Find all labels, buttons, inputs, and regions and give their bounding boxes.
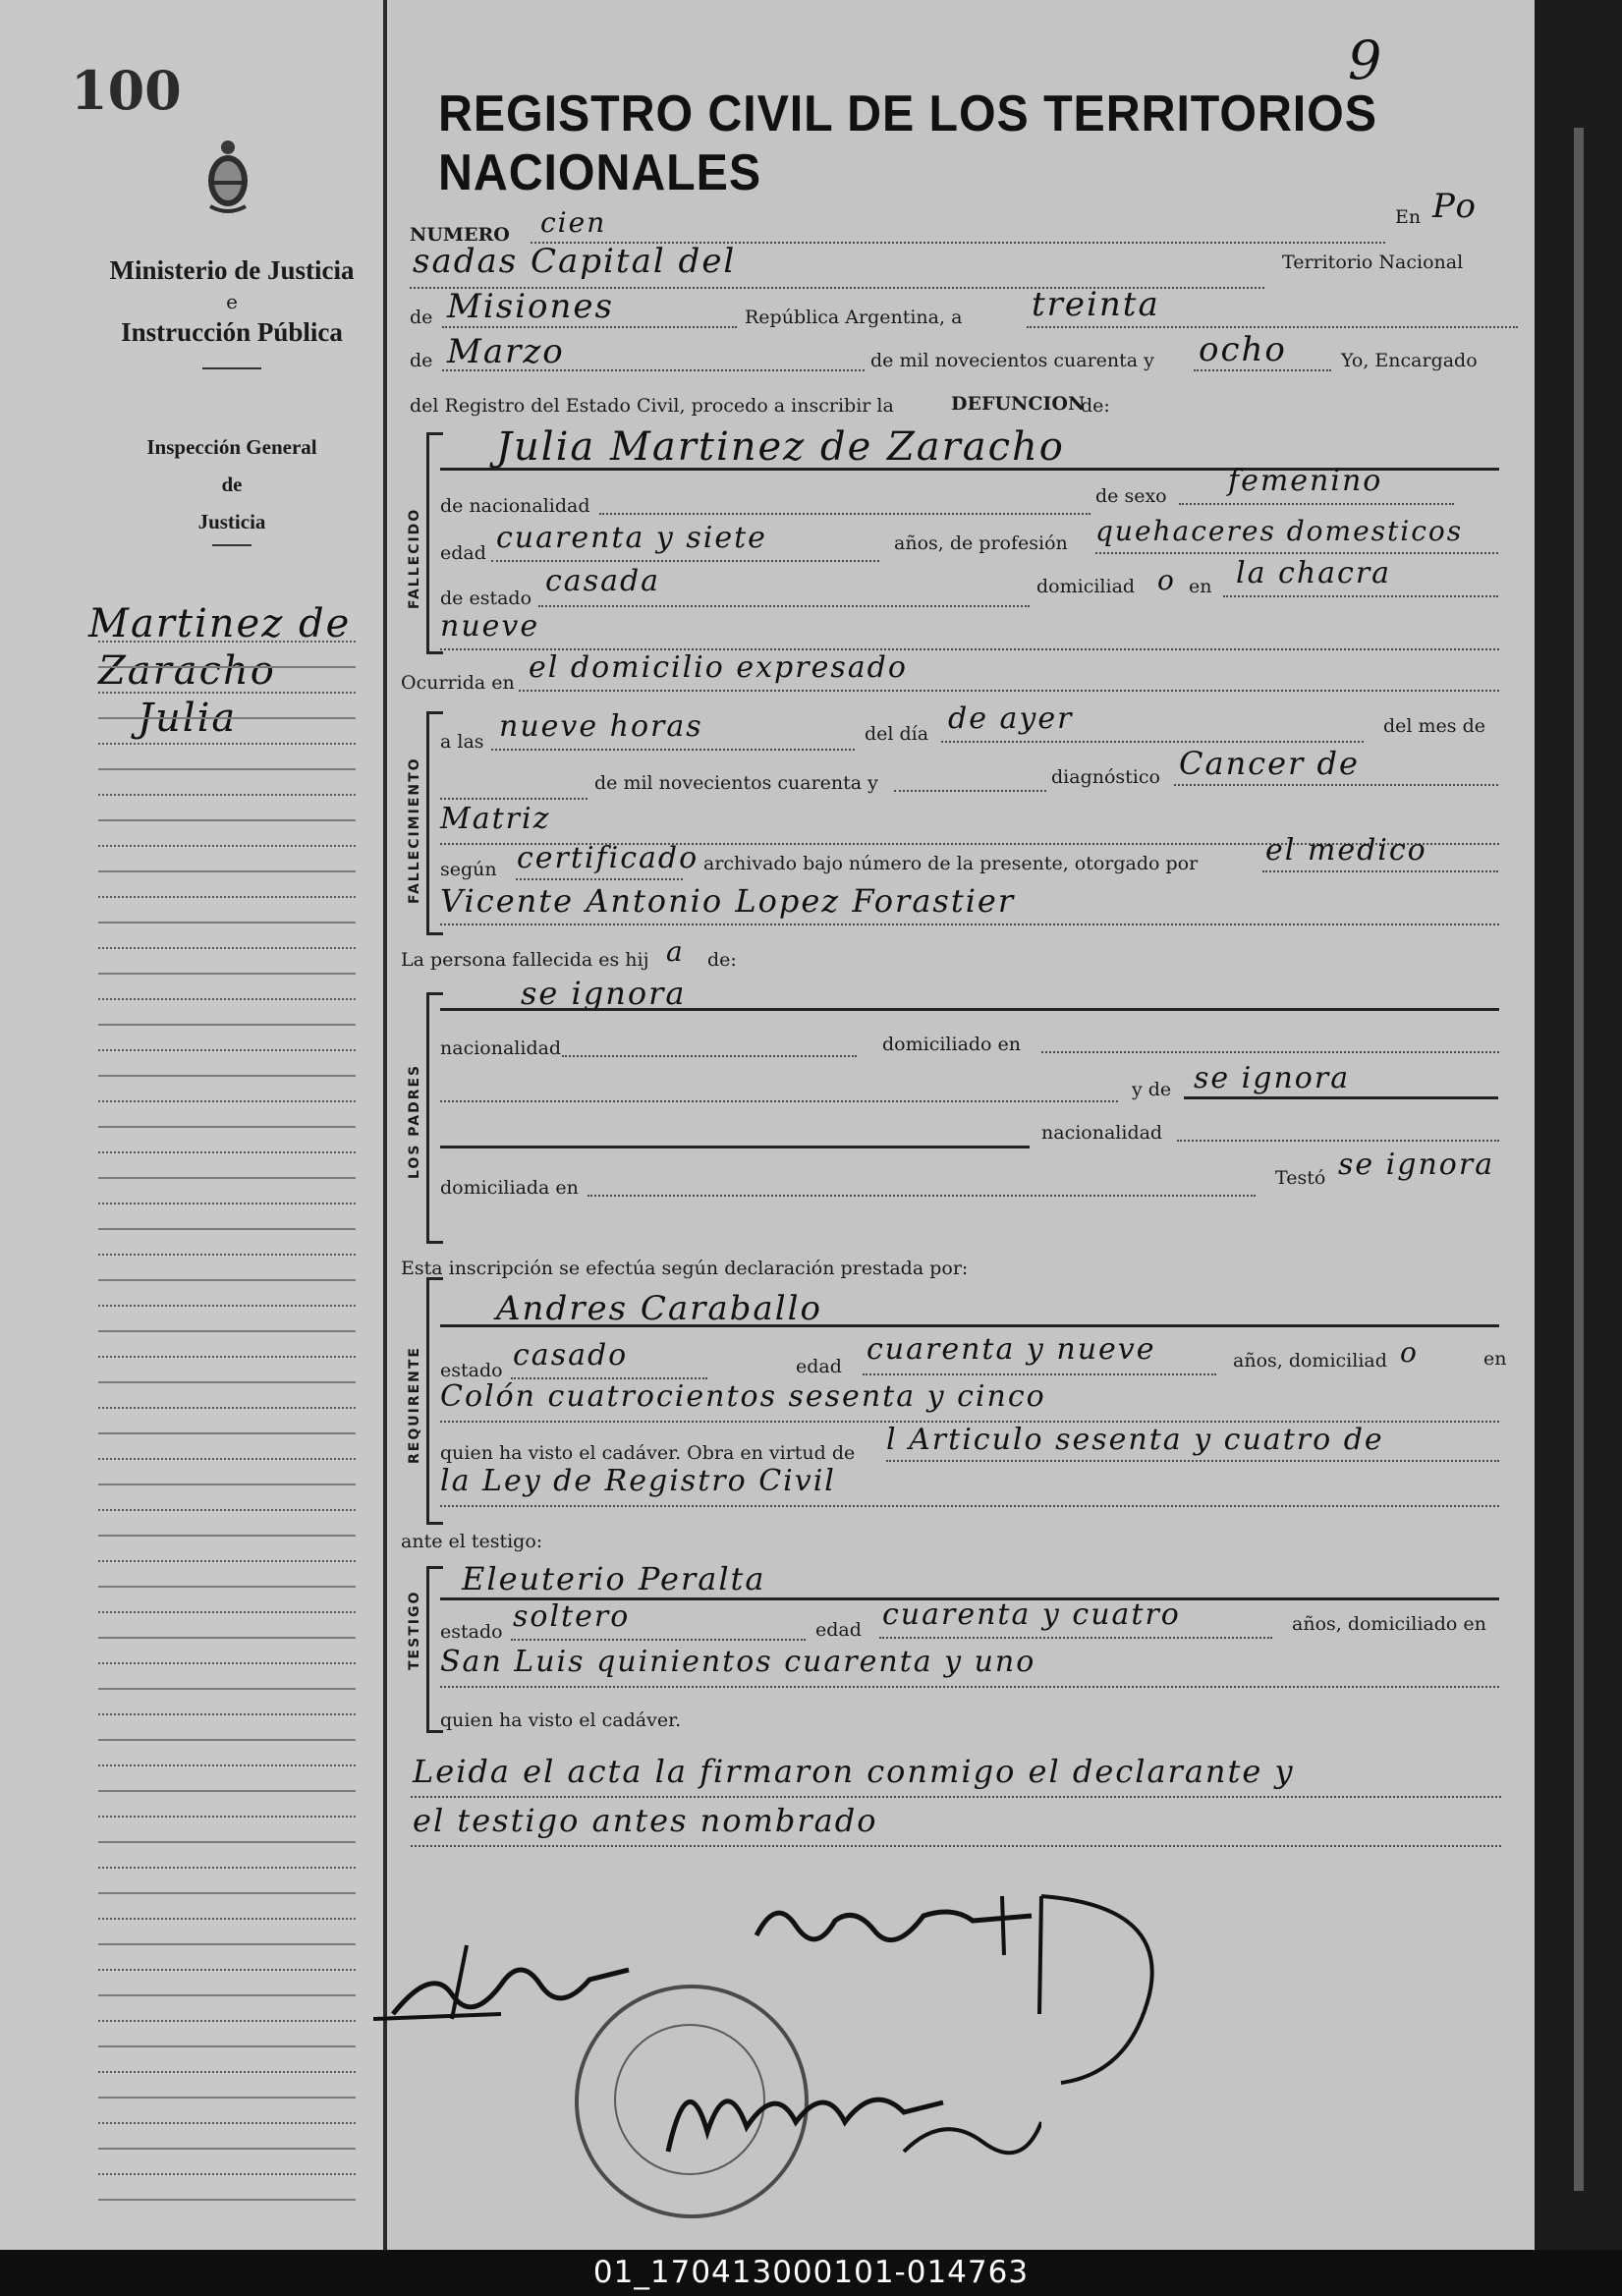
virtud-value: l Articulo sesenta y cuatro de — [886, 1423, 1384, 1457]
de-label: de — [410, 307, 433, 328]
signature-flourish — [1022, 1886, 1169, 2093]
margin-line — [98, 639, 356, 643]
ocurrida-value: el domicilio expresado — [529, 650, 908, 685]
line — [511, 1639, 806, 1641]
horas-value: nueve horas — [499, 709, 703, 744]
margin-line — [98, 1124, 356, 1128]
margin-line — [98, 2146, 356, 2150]
line — [411, 1845, 1501, 1847]
margin-line — [98, 2044, 356, 2047]
profesion-label: años, de profesión — [894, 532, 1068, 554]
ministry-line-2: Instrucción Pública — [121, 317, 343, 347]
margin-line — [98, 715, 356, 719]
margin-line — [98, 1507, 356, 1511]
margin-line — [98, 1149, 356, 1153]
testigo-intro-label: ante el testigo: — [401, 1531, 543, 1552]
ministry-line-1: Ministerio de Justicia — [109, 255, 355, 285]
domiciliada-label: domiciliada en — [440, 1177, 579, 1199]
otorgado-value: el medico — [1265, 833, 1427, 868]
margin-surname-2: Zaracho — [98, 648, 276, 694]
margin-line — [98, 1916, 356, 1920]
line — [863, 1373, 1216, 1375]
edad-value: cuarenta y cuatro — [882, 1597, 1181, 1632]
padres-intro-suffix: a — [666, 935, 685, 968]
margin-line — [98, 1175, 356, 1179]
testigo-name: Eleuterio Peralta — [462, 1560, 766, 1597]
margin-line — [98, 2171, 356, 2175]
closing-line-2: el testigo antes nombrado — [413, 1802, 878, 1839]
margin-line — [98, 2120, 356, 2124]
margin-line — [98, 1405, 356, 1409]
margin-line — [98, 1711, 356, 1715]
margin-line — [98, 843, 356, 847]
domiciliado-label: domiciliado en — [882, 1034, 1022, 1055]
line — [1223, 595, 1498, 597]
margin-given-name: Julia — [138, 696, 238, 741]
domiciliado-suffix: o — [1157, 564, 1176, 596]
margin-line — [98, 1788, 356, 1792]
margin-line — [98, 1456, 356, 1460]
margin-line — [98, 2197, 356, 2201]
section-label-fallecimiento: FALLECIMIENTO — [407, 756, 422, 904]
margin-line — [98, 1533, 356, 1537]
section-label-fallecido: FALLECIDO — [407, 507, 422, 609]
domicilio-label: años, domiciliad — [1233, 1350, 1387, 1372]
padre-value: se ignora — [521, 975, 687, 1012]
margin-line — [98, 1686, 356, 1690]
margin-line — [98, 741, 356, 745]
margin-line — [98, 1865, 356, 1869]
section-label-testigo: TESTIGO — [407, 1590, 422, 1670]
margin-line — [98, 1430, 356, 1434]
margin-line — [98, 1226, 356, 1230]
year-label: de mil novecientos cuarenta y — [870, 350, 1154, 371]
horas-label: a las — [440, 731, 484, 753]
diagnostico-label: diagnóstico — [1051, 766, 1160, 788]
margin-line — [98, 1047, 356, 1051]
edad-value: cuarenta y siete — [496, 521, 767, 555]
domicilio-label: años, domiciliado en — [1292, 1613, 1486, 1635]
line — [562, 1055, 857, 1057]
line — [1194, 369, 1331, 371]
line — [1095, 552, 1498, 554]
margin-line — [98, 1941, 356, 1945]
line — [491, 749, 855, 751]
line — [440, 924, 1499, 925]
margin-line — [98, 766, 356, 770]
madre-value: se ignora — [1194, 1061, 1351, 1095]
defuncion-label: DEFUNCION — [951, 393, 1086, 415]
en-label: en — [1483, 1348, 1507, 1370]
margin-line — [98, 1635, 356, 1639]
line — [894, 790, 1046, 792]
domicilio-value-2: nueve — [440, 609, 540, 644]
inspection-line-2: de — [221, 473, 243, 496]
line — [587, 1195, 1256, 1197]
domicilio-value: San Luis quinientos cuarenta y uno — [440, 1645, 1036, 1679]
territorio-label: Territorio Nacional — [1282, 252, 1464, 273]
line — [440, 1324, 1499, 1327]
cadaver-label: quien ha visto el cadáver. Obra en virtud de — [440, 1442, 856, 1464]
line — [1184, 1096, 1498, 1099]
line — [440, 798, 587, 800]
de-label: de — [410, 350, 433, 371]
margin-line — [98, 2095, 356, 2099]
margin-line — [98, 2018, 356, 2022]
edad-value: cuarenta y nueve — [867, 1332, 1156, 1367]
testo-value: se ignora — [1338, 1148, 1495, 1182]
padres-intro-de: de: — [707, 949, 737, 971]
domicilio-value: Colón cuatrocientos sesenta y cinco — [440, 1379, 1046, 1414]
line — [1179, 503, 1454, 505]
en-label: en — [1189, 576, 1212, 597]
line — [491, 560, 879, 562]
margin-line — [98, 1354, 356, 1358]
domicilio-suffix: o — [1400, 1336, 1419, 1369]
section-bracket — [426, 992, 443, 1244]
corner-mark: 9 — [1348, 29, 1384, 91]
diagnostico-value: Cancer de — [1179, 745, 1360, 782]
en-value: Po — [1432, 187, 1478, 226]
closing-line-1: Leida el acta la firmaron conmigo el declarante y — [413, 1753, 1295, 1790]
line — [1174, 784, 1498, 786]
margin-line — [98, 1737, 356, 1741]
estado-value: casado — [513, 1338, 629, 1372]
image-id: 01_170413000101-014763 — [592, 2255, 1030, 2290]
margin-line — [98, 664, 356, 668]
margin-line — [98, 945, 356, 949]
margin-line — [98, 1073, 356, 1077]
registro-label: del Registro del Estado Civil, procedo a inscribir la — [410, 395, 894, 417]
page-number: 100 — [71, 59, 182, 122]
line — [440, 1100, 1118, 1102]
en-label: En — [1395, 206, 1422, 228]
line — [440, 1686, 1499, 1688]
divider — [202, 367, 261, 369]
line — [440, 1505, 1499, 1507]
line — [1262, 870, 1498, 872]
margin-line — [98, 1839, 356, 1843]
requirente-intro-label: Esta inscripción se efectúa según declaración prestada por: — [401, 1258, 969, 1279]
edad-label: edad — [815, 1619, 862, 1641]
margin-line — [98, 1967, 356, 1971]
line — [879, 1637, 1272, 1639]
sexo-value: femenino — [1228, 464, 1383, 498]
profesion-value: quehaceres domesticos — [1095, 515, 1464, 547]
ocurrida-label: Ocurrida en — [401, 672, 515, 694]
de-colon: de: — [1081, 395, 1110, 417]
archivado-label: archivado bajo número de la presente, otorgado por — [703, 853, 1199, 874]
dia-label: del día — [865, 723, 929, 745]
estado-value: casada — [545, 564, 661, 598]
line — [1041, 1051, 1499, 1053]
margin-line — [98, 868, 356, 872]
margin-line — [98, 792, 356, 796]
virtud-value-2: la Ley de Registro Civil — [440, 1464, 836, 1498]
nacionalidad2-label: nacionalidad — [1041, 1122, 1163, 1144]
image-id-bar — [0, 2250, 1622, 2296]
margin-surname: Martinez de — [88, 601, 352, 646]
territory-value: Misiones — [447, 287, 614, 326]
line — [941, 741, 1364, 743]
estado-label: estado — [440, 1360, 503, 1381]
margin-line — [98, 1609, 356, 1613]
inspection-heading — [0, 428, 464, 546]
divider — [212, 544, 252, 546]
line — [1027, 326, 1518, 328]
estado-value: soltero — [513, 1599, 631, 1634]
nacionalidad-label: nacionalidad — [440, 1037, 562, 1059]
segun-label: según — [440, 859, 497, 880]
margin-line — [98, 1482, 356, 1485]
margin-line — [98, 1379, 356, 1383]
domiciliado-label: domiciliad — [1036, 576, 1136, 597]
encargado-label: Yo, Encargado — [1341, 350, 1478, 371]
margin-line — [98, 1660, 356, 1664]
line — [442, 326, 737, 328]
margin-line — [98, 971, 356, 975]
ministry-heading — [0, 255, 464, 369]
margin-line — [98, 690, 356, 694]
diagnostico-value-2: Matriz — [440, 802, 551, 836]
republica-label: República Argentina, a — [745, 307, 963, 328]
line — [516, 878, 683, 880]
month-value: Marzo — [447, 332, 565, 371]
margin-line — [98, 996, 356, 1000]
testo-label: Testó — [1275, 1167, 1326, 1189]
domicilio-value: la chacra — [1236, 556, 1392, 590]
y-de-label: y de — [1132, 1079, 1172, 1100]
section-label-padres: LOS PADRES — [407, 1063, 422, 1179]
line — [886, 1460, 1499, 1462]
inspection-line-1: Inspección General — [146, 435, 317, 459]
dia-value: de ayer — [948, 701, 1074, 736]
margin-line — [98, 1303, 356, 1307]
anio-label: de mil novecientos cuarenta y — [594, 772, 878, 794]
page-title: REGISTRO CIVIL DE LOS TERRITORIOS NACIONALES — [438, 85, 1377, 201]
left-margin-panel — [0, 0, 387, 2250]
deceased-name: Julia Martinez de Zaracho — [496, 424, 1065, 470]
requirente-name: Andres Caraballo — [496, 1289, 822, 1328]
margin-line — [98, 1022, 356, 1026]
line — [1177, 1140, 1499, 1142]
coat-of-arms-icon — [204, 138, 252, 216]
edad-label: edad — [796, 1356, 842, 1377]
margin-line — [98, 1584, 356, 1588]
medico-value: Vicente Antonio Lopez Forastier — [440, 882, 1016, 920]
padres-intro-label: La persona fallecida es hij — [401, 949, 649, 971]
numero-value: cien — [540, 206, 607, 239]
place-value: sadas Capital del — [413, 242, 737, 281]
edad-label: edad — [440, 542, 486, 564]
cadaver-label: quien ha visto el cadáver. — [440, 1709, 682, 1731]
margin-line — [98, 1814, 356, 1818]
line — [440, 1146, 1030, 1148]
inspection-line-3: Justicia — [197, 510, 266, 533]
section-label-requirente: REQUIRENTE — [407, 1346, 422, 1464]
line — [538, 605, 1030, 607]
book-edge — [1535, 0, 1622, 2250]
ministry-conj: e — [226, 290, 238, 313]
nacionalidad-label: de nacionalidad — [440, 495, 590, 517]
line — [599, 513, 1091, 515]
year-value: ocho — [1199, 330, 1287, 369]
margin-line — [98, 894, 356, 898]
line — [411, 1796, 1501, 1798]
mes-label: del mes de — [1383, 715, 1485, 737]
line — [440, 1008, 1499, 1011]
margin-line — [98, 817, 356, 821]
signature-2 — [373, 1926, 668, 2034]
margin-line — [98, 1763, 356, 1766]
signature-1 — [747, 1886, 1041, 1965]
margin-line — [98, 1558, 356, 1562]
line — [519, 690, 1499, 692]
day-value: treinta — [1032, 285, 1160, 324]
estado-label: de estado — [440, 588, 532, 609]
margin-line — [98, 1328, 356, 1332]
margin-line — [98, 920, 356, 924]
numero-label: NUMERO — [410, 224, 510, 246]
margin-line — [98, 1890, 356, 1894]
margin-line — [98, 1992, 356, 1996]
margin-line — [98, 1201, 356, 1204]
margin-line — [98, 1098, 356, 1102]
sexo-label: de sexo — [1095, 485, 1167, 507]
margin-line — [98, 1252, 356, 1256]
signature-3 — [648, 2044, 1041, 2181]
margin-line — [98, 2069, 356, 2073]
certificado-value: certificado — [517, 841, 699, 875]
margin-line — [98, 1277, 356, 1281]
estado-label: estado — [440, 1621, 503, 1643]
